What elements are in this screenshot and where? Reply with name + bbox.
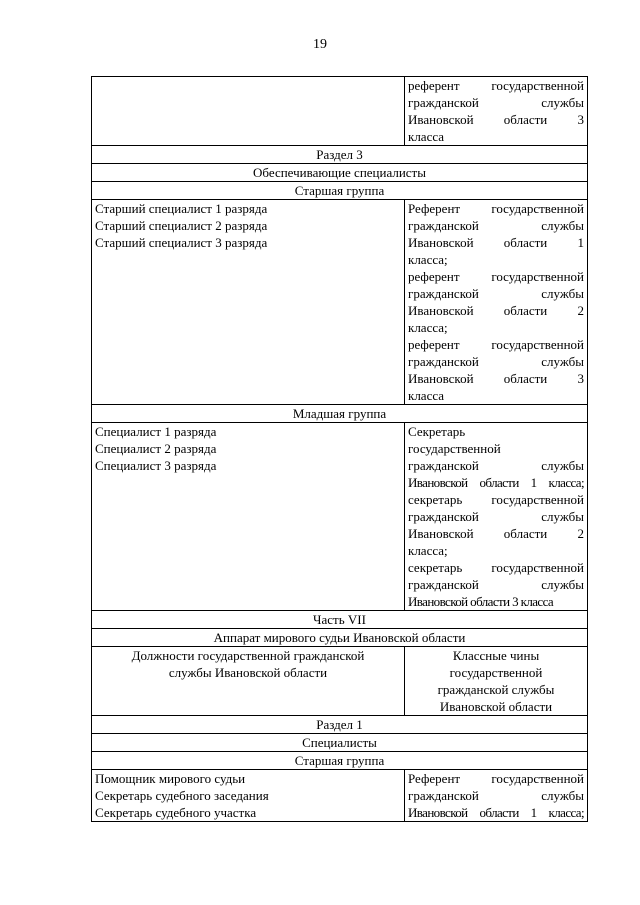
table-row	[92, 77, 588, 146]
position-name: Секретарь судебного заседания	[95, 788, 269, 803]
position-name: Старший специалист 2 разряда	[95, 218, 268, 233]
body-heading: Аппарат мирового судьи Ивановской области	[92, 629, 588, 647]
header-line: гражданской службы	[437, 682, 555, 697]
table-row	[92, 647, 588, 716]
position-name: Помощник мирового судьи	[95, 771, 246, 786]
cell-line: Референт государственной	[408, 201, 584, 216]
cell-line: Ивановской области 2	[408, 526, 584, 541]
header-line: Классные чины	[452, 648, 540, 663]
header-line: Должности государственной гражданской	[131, 648, 365, 663]
table-row	[92, 146, 588, 164]
position-name: Старший специалист 1 разряда	[95, 201, 268, 216]
cell-line: Секретарь	[408, 424, 466, 439]
cell-line: референт государственной	[408, 337, 584, 352]
table-row	[92, 734, 588, 752]
position-name: Старший специалист 3 разряда	[95, 235, 268, 250]
column-header-class-ranks	[405, 647, 588, 716]
position-name: Специалист 2 разряда	[95, 441, 217, 456]
cell-line: Референт государственной	[408, 771, 584, 786]
table-row	[92, 770, 588, 822]
cell-line: референт государственной	[408, 78, 584, 93]
section-heading: Раздел 3	[92, 146, 588, 164]
cell-line: Ивановской области 1	[408, 235, 584, 250]
table-row	[92, 200, 588, 405]
group-heading: Младшая группа	[92, 405, 588, 423]
table-row	[92, 423, 588, 611]
header-line: службы Ивановской области	[168, 665, 328, 680]
class-rank-cell	[405, 77, 588, 146]
header-line: Ивановской области	[439, 699, 553, 714]
cell-line: секретарь государственной	[408, 560, 584, 575]
cell-line: гражданской службы	[408, 788, 584, 803]
table-row	[92, 164, 588, 182]
category-heading: Обеспечивающие специалисты	[92, 164, 588, 182]
position-cell	[92, 77, 405, 146]
category-heading: Специалисты	[92, 734, 588, 752]
cell-line: референт государственной	[408, 269, 584, 284]
position-cell	[92, 200, 405, 405]
table-row	[92, 611, 588, 629]
cell-line: Ивановской области 1 класса;	[408, 805, 584, 820]
table-row	[92, 405, 588, 423]
cell-line: гражданской службы	[408, 95, 584, 110]
cell-line: гражданской службы	[408, 509, 584, 524]
position-cell	[92, 423, 405, 611]
table-row	[92, 629, 588, 647]
table-row	[92, 752, 588, 770]
cell-line: класса	[408, 129, 445, 144]
table-row	[92, 182, 588, 200]
cell-line: класса;	[408, 320, 448, 335]
part-heading: Часть VII	[92, 611, 588, 629]
cell-line: гражданской службы	[408, 218, 584, 233]
column-header-positions	[92, 647, 405, 716]
cell-line: гражданской службы	[408, 286, 584, 301]
section-heading: Раздел 1	[92, 716, 588, 734]
cell-line: Ивановской области 3 класса	[408, 594, 554, 609]
group-heading: Старшая группа	[92, 752, 588, 770]
cell-line: гражданской службы	[408, 577, 584, 592]
cell-line: гражданской службы	[408, 354, 584, 369]
position-name: Секретарь судебного участка	[95, 805, 257, 820]
position-cell	[92, 770, 405, 822]
group-heading: Старшая группа	[92, 182, 588, 200]
cell-line: государственной	[408, 441, 501, 456]
header-line: государственной	[449, 665, 543, 680]
class-rank-cell	[405, 423, 588, 611]
page-number: 19	[313, 37, 327, 52]
class-rank-cell	[405, 200, 588, 405]
cell-line: Ивановской области 1 класса;	[408, 475, 584, 490]
cell-line: Ивановской области 3	[408, 112, 584, 127]
cell-line: гражданской службы	[408, 458, 584, 473]
cell-line: Ивановской области 2	[408, 303, 584, 318]
table-row	[92, 716, 588, 734]
class-rank-cell	[405, 770, 588, 822]
ranks-table	[91, 76, 588, 822]
cell-line: класса;	[408, 252, 448, 267]
cell-line: класса;	[408, 543, 448, 558]
cell-line: класса	[408, 388, 445, 403]
position-name: Специалист 3 разряда	[95, 458, 217, 473]
cell-line: Ивановской области 3	[408, 371, 584, 386]
cell-line: секретарь государственной	[408, 492, 584, 507]
position-name: Специалист 1 разряда	[95, 424, 217, 439]
